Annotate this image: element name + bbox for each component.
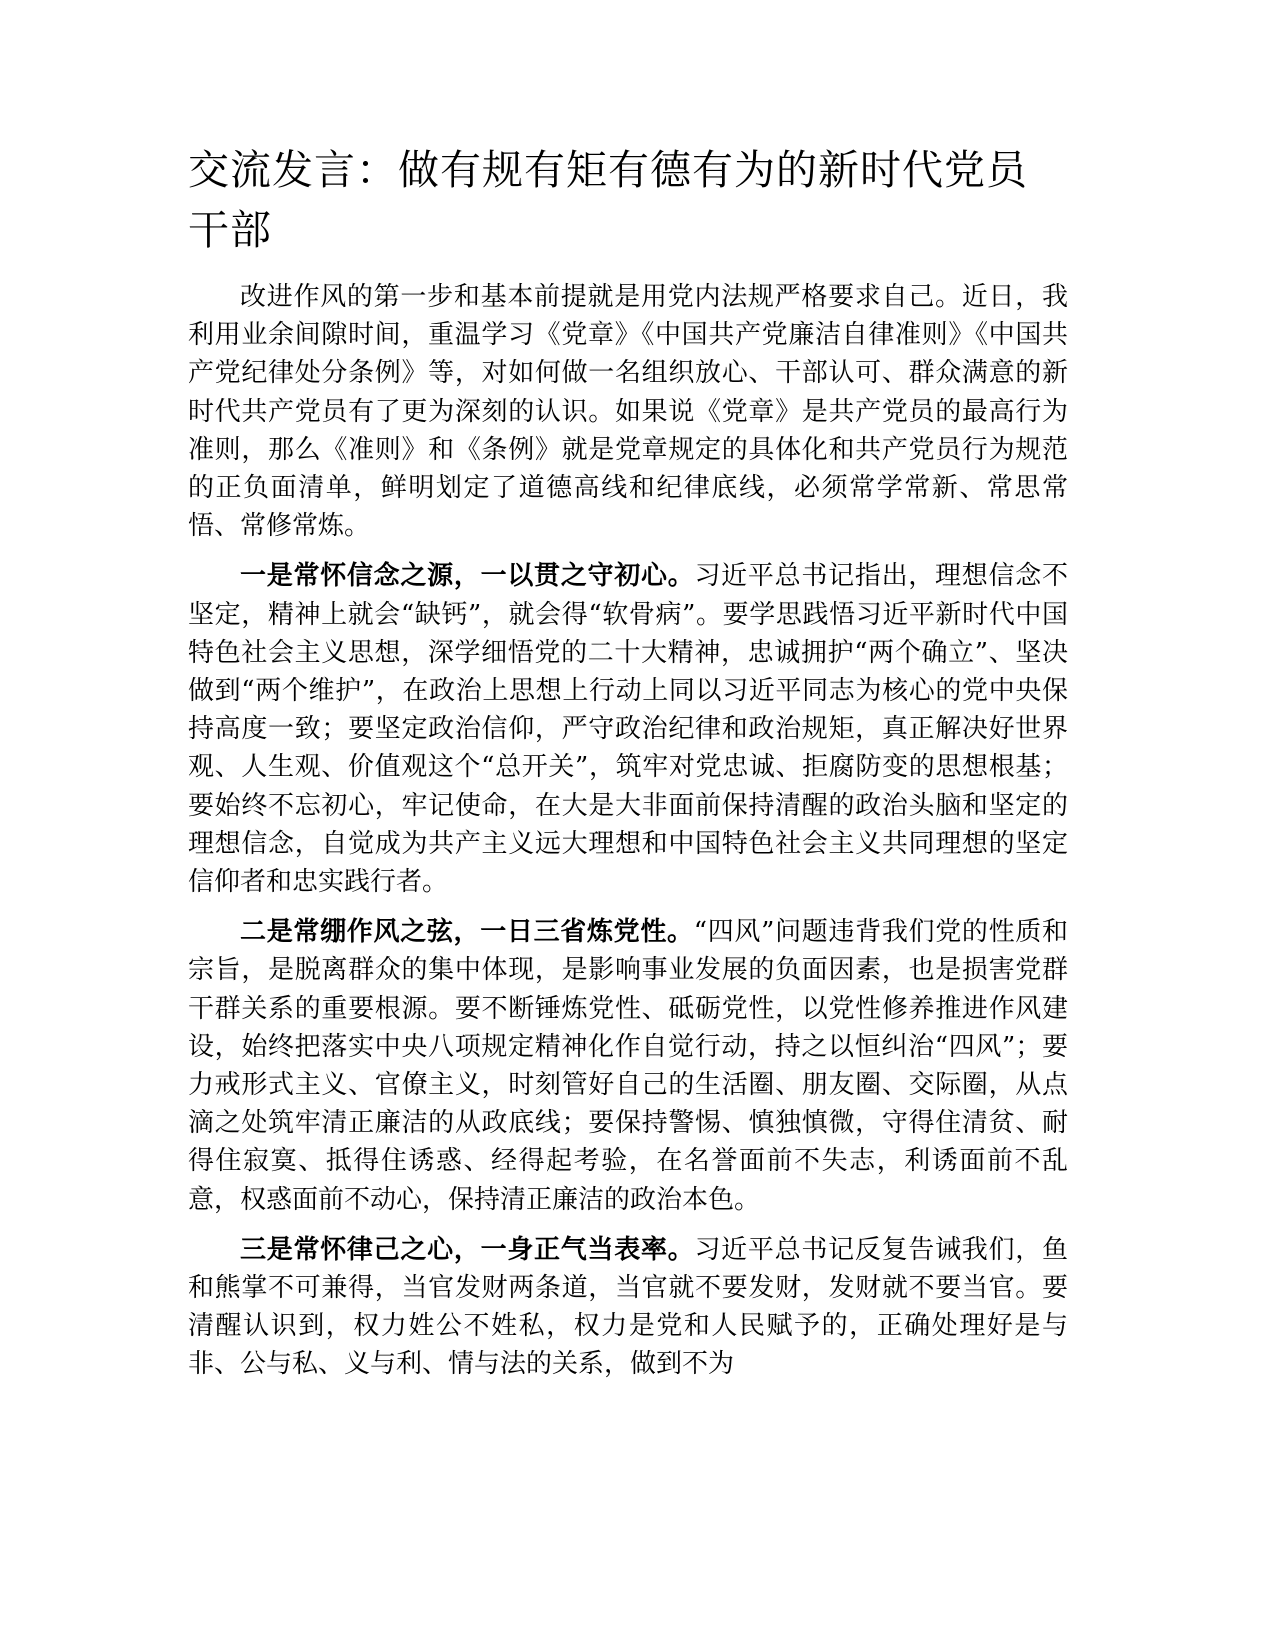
paragraph-point-one [188, 557, 1068, 901]
paragraph-text: “四风”问题违背我们党的性质和宗旨，是脱离群众的集中体现，是影响事业发展的负面因素，也是损害党群干群关系的重要根源。要不断锤炼党性、砥砺党性，以党性修养推进作风建设，始终把落实中央八项规定精神化作自觉行动，持之以恒纠治“四风”；要力戒形式主义、官僚主义，时刻管好自己的生活圈、朋友圈、交际圈，从点滴之处筑牢清正廉洁的从政底线；要保持警惕、慎独慎微，守得住清贫、耐得住寂寞、抵得住诱惑、经得起考验，在名誉面前不失志，利诱面前不乱意，权惑面前不动心，保持清正廉洁的政治本色。 [188, 917, 1068, 1215]
paragraph-lead: 三是常怀律己之心，一身正气当表率。 [240, 1234, 695, 1265]
paragraph-intro [188, 278, 1068, 545]
paragraph-lead: 一是常怀信念之源，一以贯之守初心。 [240, 561, 695, 592]
paragraph-point-two [188, 913, 1068, 1219]
document-title: 交流发言：做有规有矩有德有为的新时代党员干部 [188, 146, 1028, 254]
paragraph-lead: 二是常绷作风之弦，一日三省炼党性。 [240, 917, 694, 948]
paragraph-text: 改进作风的第一步和基本前提就是用党内法规严格要求自己。近日，我利用业余间隙时间，重温学习《党章》《中国共产党廉洁自律准则》《中国共产党纪律处分条例》等，对如何做一名组织放心、干部认可、群众满意的新时代共产党员有了更为深刻的认识。如果说《党章》是共产党员的最高行为准则，那么《准则》和《条例》就是党章规定的具体化和共产党员行为规范的正负面清单，鲜明划定了道德高线和纪律底线，必须常学常新、常思常悟、常修常炼。 [188, 282, 1068, 542]
paragraph-text: 习近平总书记指出，理想信念不坚定，精神上就会“缺钙”，就会得“软骨病”。要学思践悟习近平新时代中国特色社会主义思想，深学细悟党的二十大精神，忠诚拥护“两个确立”、坚决做到“两个维护”，在政治上思想上行动上同以习近平同志为核心的党中央保持高度一致；要坚定政治信仰，严守政治纪律和政治规矩，真正解决好世界观、人生观、价值观这个“总开关”，筑牢对党忠诚、拒腐防变的思想根基；要始终不忘初心，牢记使命，在大是大非面前保持清醒的政治头脑和坚定的理想信念，自觉成为共产主义远大理想和中国特色社会主义共同理想的坚定信仰者和忠实践行者。 [188, 561, 1068, 898]
paragraph-point-three [188, 1231, 1068, 1384]
document-body [188, 140, 1068, 1396]
paragraph-text: 习近平总书记反复告诫我们，鱼和熊掌不可兼得，当官发财两条道，当官就不要发财，发财就不要当官。要清醒认识到，权力姓公不姓私，权力是党和人民赋予的，正确处理好是与非、公与私、义与利、情与法的关系，做到不为 [188, 1234, 1068, 1380]
